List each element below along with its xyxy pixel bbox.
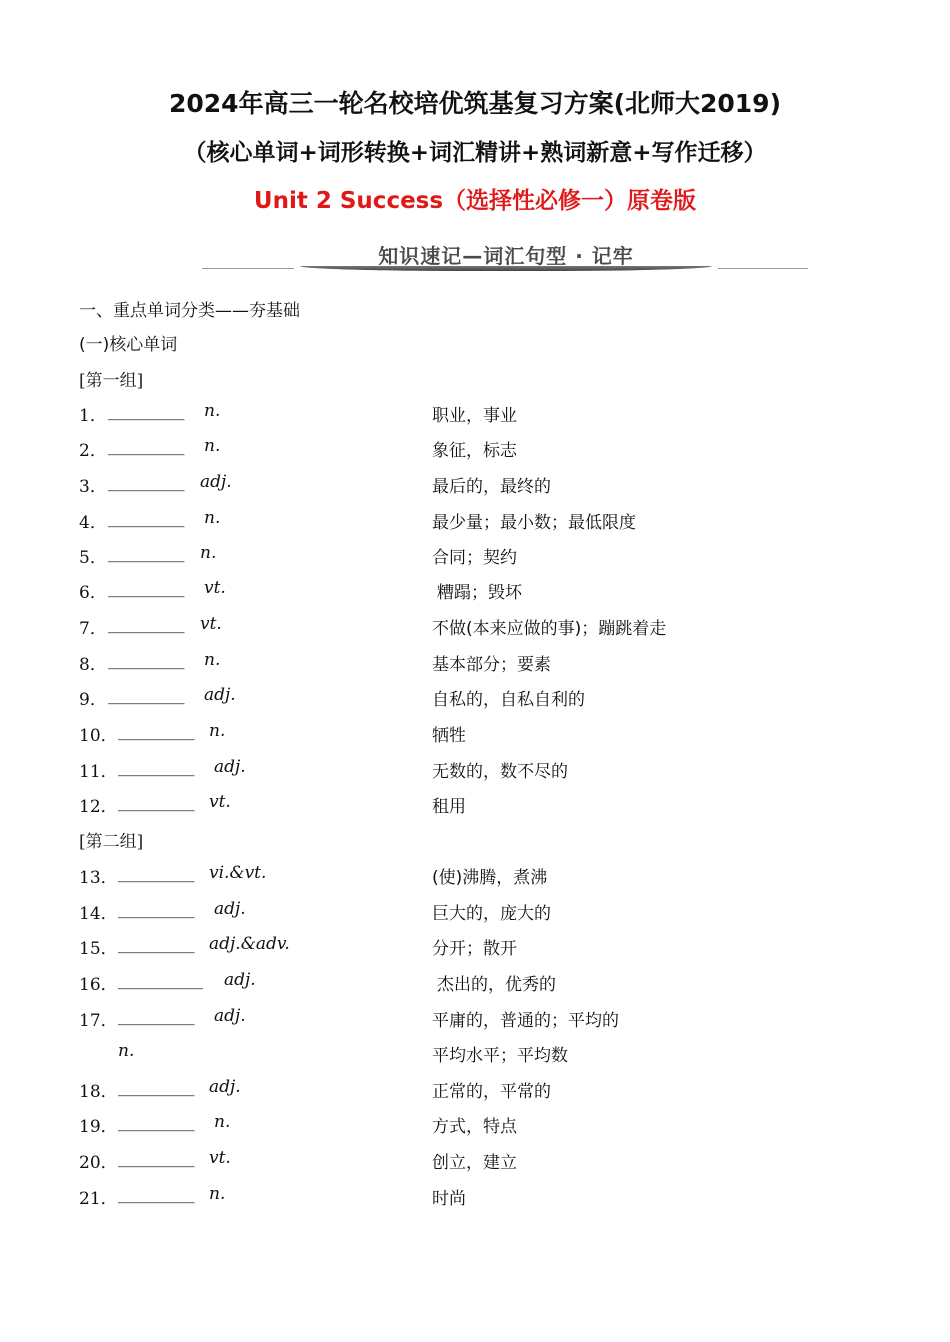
vocab-row bbox=[0, 1148, 950, 1178]
meaning: 合同；契约 bbox=[432, 548, 517, 568]
meaning: 不做(本来应做的事)；蹦跳着走 bbox=[432, 619, 667, 639]
part-of-speech: adj. bbox=[214, 1006, 246, 1026]
vocab-row bbox=[0, 970, 950, 1000]
vocab-row bbox=[0, 1112, 950, 1142]
meaning: 方式，特点 bbox=[432, 1117, 517, 1137]
group-label-2: [第二组] bbox=[79, 832, 144, 852]
part-of-speech: n. bbox=[118, 1041, 135, 1061]
meaning: 杰出的，优秀的 bbox=[437, 975, 556, 995]
meaning: 最少量；最小数；最低限度 bbox=[432, 513, 636, 533]
meaning: 糟蹋；毁坏 bbox=[437, 583, 522, 603]
meaning: 时尚 bbox=[432, 1189, 466, 1209]
part-of-speech: adj.&adv. bbox=[209, 934, 290, 954]
meaning: 创立，建立 bbox=[432, 1153, 517, 1173]
answer-blank[interactable]: _________ bbox=[118, 934, 195, 954]
item-number: 15． bbox=[79, 939, 118, 959]
answer-blank[interactable]: _________ bbox=[118, 1112, 195, 1132]
answer-blank[interactable]: _________ bbox=[118, 863, 195, 883]
vocab-row bbox=[0, 578, 950, 608]
vocab-row bbox=[0, 721, 950, 751]
answer-blank[interactable]: _________ bbox=[118, 792, 195, 812]
part-of-speech: vi.&vt. bbox=[209, 863, 267, 883]
answer-blank[interactable]: _________ bbox=[118, 1184, 195, 1204]
vocab-row bbox=[0, 650, 950, 680]
meaning: 正常的，平常的 bbox=[432, 1082, 551, 1102]
meaning: (使)沸腾，煮沸 bbox=[432, 868, 548, 888]
item-number: 17． bbox=[79, 1011, 118, 1031]
vocab-row bbox=[0, 685, 950, 715]
item-number: 7． bbox=[79, 619, 107, 639]
item-number: 4． bbox=[79, 513, 107, 533]
answer-blank[interactable]: _________ bbox=[108, 650, 185, 670]
answer-blank[interactable]: _________ bbox=[118, 1077, 195, 1097]
part-of-speech: n. bbox=[209, 721, 226, 741]
doc-subtitle: （核心单词+词形转换+词汇精讲+熟词新意+写作迁移） bbox=[183, 140, 767, 166]
banner-text: 知识速记—词汇句型 · 记牢 bbox=[378, 244, 634, 268]
meaning: 基本部分；要素 bbox=[432, 655, 551, 675]
section-heading: 一、重点单词分类——夯基础 bbox=[79, 301, 300, 321]
item-number: 18． bbox=[79, 1082, 118, 1102]
answer-blank[interactable]: _________ bbox=[108, 685, 185, 705]
section-banner bbox=[200, 238, 810, 278]
unit-title: Unit 2 Success（选择性必修一）原卷版 bbox=[253, 188, 697, 214]
meaning: 最后的，最终的 bbox=[432, 477, 551, 497]
part-of-speech: adj. bbox=[209, 1077, 241, 1097]
meaning: 平庸的，普通的；平均的 bbox=[432, 1011, 619, 1031]
part-of-speech: n. bbox=[204, 401, 221, 421]
vocab-row bbox=[0, 543, 950, 573]
vocab-row bbox=[0, 1077, 950, 1107]
item-number: 13． bbox=[79, 868, 118, 888]
item-number: 2． bbox=[79, 441, 107, 461]
vocab-row bbox=[0, 401, 950, 431]
vocab-row bbox=[0, 863, 950, 893]
answer-blank[interactable]: _________ bbox=[118, 757, 195, 777]
answer-blank[interactable]: _________ bbox=[108, 543, 185, 563]
part-of-speech: n. bbox=[200, 543, 217, 563]
meaning: 象征，标志 bbox=[432, 441, 517, 461]
item-number: 1． bbox=[79, 406, 107, 426]
part-of-speech: vt. bbox=[209, 1148, 231, 1168]
answer-blank[interactable]: _________ bbox=[108, 401, 185, 421]
vocab-row bbox=[0, 1006, 950, 1036]
answer-blank[interactable]: _________ bbox=[108, 472, 185, 492]
answer-blank[interactable]: _________ bbox=[108, 614, 185, 634]
part-of-speech: n. bbox=[204, 508, 221, 528]
vocab-row bbox=[0, 792, 950, 822]
item-number: 5． bbox=[79, 548, 107, 568]
vocab-row bbox=[0, 1184, 950, 1214]
banner-left-rule bbox=[202, 268, 294, 269]
vocab-row bbox=[0, 934, 950, 964]
meaning: 租用 bbox=[432, 797, 466, 817]
answer-blank[interactable]: _________ bbox=[118, 1148, 195, 1168]
part-of-speech: n. bbox=[204, 650, 221, 670]
part-of-speech: adj. bbox=[214, 757, 246, 777]
item-number: 10． bbox=[79, 726, 118, 746]
part-of-speech: vt. bbox=[209, 792, 231, 812]
subsection-heading: (一)核心单词 bbox=[79, 335, 178, 355]
part-of-speech: vt. bbox=[204, 578, 226, 598]
group-label-1: [第一组] bbox=[79, 371, 144, 391]
meaning: 分开；散开 bbox=[432, 939, 517, 959]
meaning: 牺牲 bbox=[432, 726, 466, 746]
part-of-speech: adj. bbox=[204, 685, 236, 705]
part-of-speech: adj. bbox=[214, 899, 246, 919]
answer-blank[interactable]: _________ bbox=[108, 508, 185, 528]
item-number: 19． bbox=[79, 1117, 118, 1137]
meaning: 巨大的，庞大的 bbox=[432, 904, 551, 924]
vocab-row-continued bbox=[0, 1041, 950, 1071]
meaning: 无数的，数不尽的 bbox=[432, 762, 568, 782]
part-of-speech: n. bbox=[209, 1184, 226, 1204]
banner-right-rule bbox=[718, 268, 808, 269]
part-of-speech: vt. bbox=[200, 614, 222, 634]
item-number: 14． bbox=[79, 904, 118, 924]
item-number: 6． bbox=[79, 583, 107, 603]
vocab-row bbox=[0, 757, 950, 787]
meaning: 平均水平；平均数 bbox=[432, 1046, 568, 1066]
answer-blank[interactable]: _________ bbox=[118, 721, 195, 741]
item-number: 11． bbox=[79, 762, 118, 782]
vocab-row bbox=[0, 436, 950, 466]
answer-blank[interactable]: _________ bbox=[108, 436, 185, 456]
vocab-row bbox=[0, 614, 950, 644]
part-of-speech: adj. bbox=[200, 472, 232, 492]
answer-blank[interactable]: __________ bbox=[118, 970, 203, 990]
item-number: 20． bbox=[79, 1153, 118, 1173]
answer-blank[interactable]: _________ bbox=[118, 1006, 195, 1026]
meaning: 职业，事业 bbox=[432, 406, 517, 426]
vocab-row bbox=[0, 899, 950, 929]
item-number: 12． bbox=[79, 797, 118, 817]
item-number: 9． bbox=[79, 690, 107, 710]
meaning: 自私的，自私自利的 bbox=[432, 690, 585, 710]
part-of-speech: n. bbox=[204, 436, 221, 456]
item-number: 21． bbox=[79, 1189, 118, 1209]
part-of-speech: adj. bbox=[224, 970, 256, 990]
doc-title: 2024年高三一轮名校培优筑基复习方案(北师大2019) bbox=[168, 89, 781, 118]
item-number: 8． bbox=[79, 655, 107, 675]
part-of-speech: n. bbox=[214, 1112, 231, 1132]
vocab-row bbox=[0, 508, 950, 538]
item-number: 16． bbox=[79, 975, 118, 995]
item-number: 3． bbox=[79, 477, 107, 497]
answer-blank[interactable]: _________ bbox=[118, 899, 195, 919]
answer-blank[interactable]: _________ bbox=[108, 578, 185, 598]
vocab-row bbox=[0, 472, 950, 502]
